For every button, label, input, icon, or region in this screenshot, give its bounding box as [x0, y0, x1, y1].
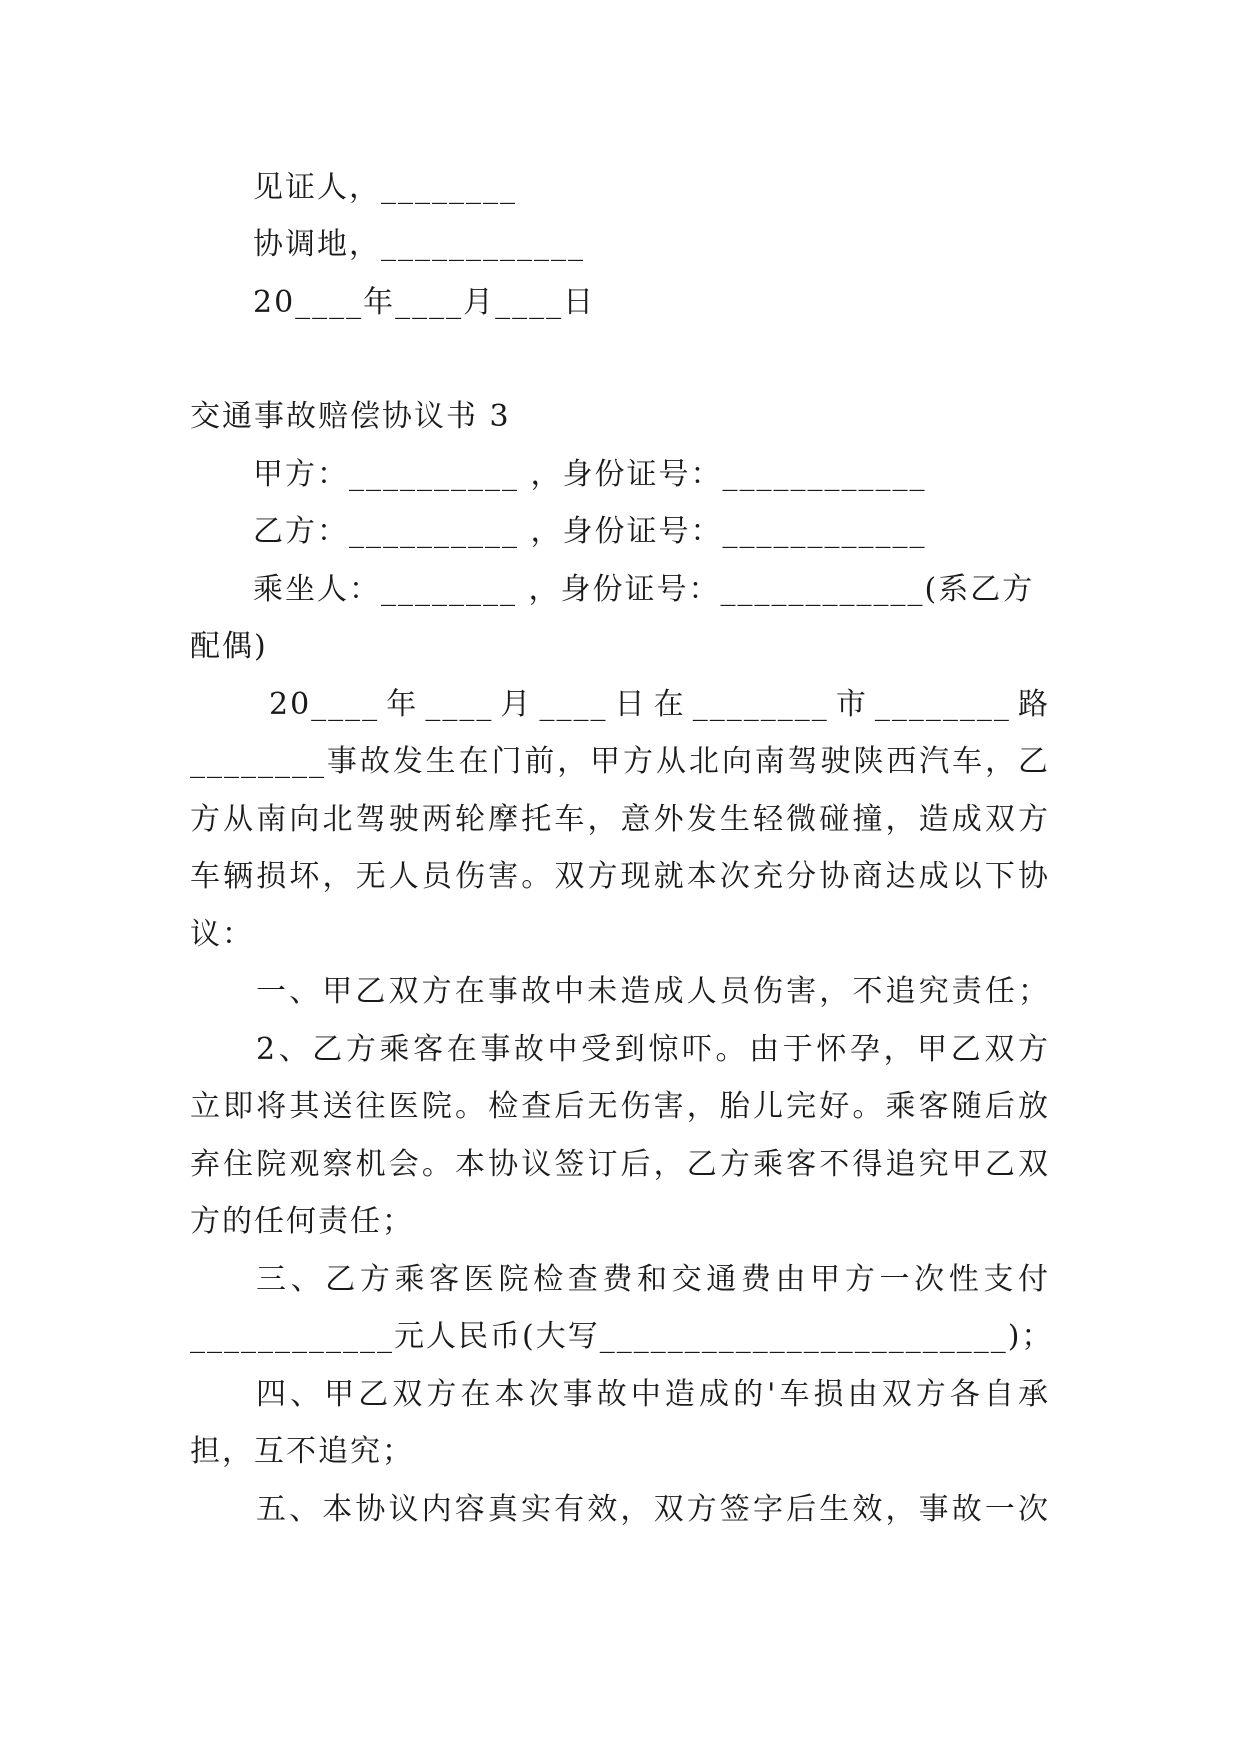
clause-2-line-4: 方的任何责任；	[190, 1204, 414, 1239]
clause-2-line-2: 立即将其送往医院。检查后无伤害，胎儿完好。乘客随后放	[190, 1089, 1050, 1124]
incident-line-2: ________事故发生在门前，甲方从北向南驾驶陕西汽车，乙	[190, 744, 1050, 779]
passenger-line-2: 配偶)	[190, 629, 268, 664]
clause-3-line-1: 三、乙方乘客医院检查费和交通费由甲方一次性支付	[256, 1262, 1050, 1297]
mediation-place-line: 协调地，____________	[253, 227, 585, 262]
clause-4-line-1: 四、甲乙双方在本次事故中造成的'车损由双方各自承	[256, 1377, 1050, 1412]
section-title: 交通事故赔偿协议书 3	[190, 399, 511, 434]
clause-4-line-2: 担，互不追究；	[190, 1434, 414, 1469]
clause-3-line-2: ____________元人民币(大写________________________)；	[190, 1319, 1054, 1354]
party-b-line: 乙方：__________ ，身份证号：____________	[253, 514, 927, 549]
incident-line-1: 20____年____月____日在________市________路	[269, 687, 1050, 722]
incident-line-4: 车辆损坏，无人员伤害。双方现就本次充分协商达成以下协	[190, 859, 1050, 894]
party-a-line: 甲方：__________ ，身份证号：____________	[253, 457, 927, 492]
clause-5-line-1: 五、本协议内容真实有效，双方签字后生效，事故一次	[256, 1492, 1050, 1527]
incident-line-3: 方从南向北驾驶两轮摩托车，意外发生轻微碰撞，造成双方	[190, 802, 1050, 837]
incident-line-5: 议：	[190, 917, 254, 952]
witness-line: 见证人，________	[253, 170, 517, 205]
clause-2-line-1: 2、乙方乘客在事故中受到惊吓。由于怀孕，甲乙双方	[256, 1032, 1050, 1067]
passenger-line-1: 乘坐人：________ ，身份证号：____________(系乙方	[253, 572, 1035, 607]
date-line: 20____年____月____日	[253, 285, 596, 320]
clause-1-line-1: 一、甲乙双方在事故中未造成人员伤害，不追究责任；	[256, 974, 1050, 1009]
clause-2-line-3: 弃住院观察机会。本协议签订后，乙方乘客不得追究甲乙双	[190, 1147, 1050, 1182]
